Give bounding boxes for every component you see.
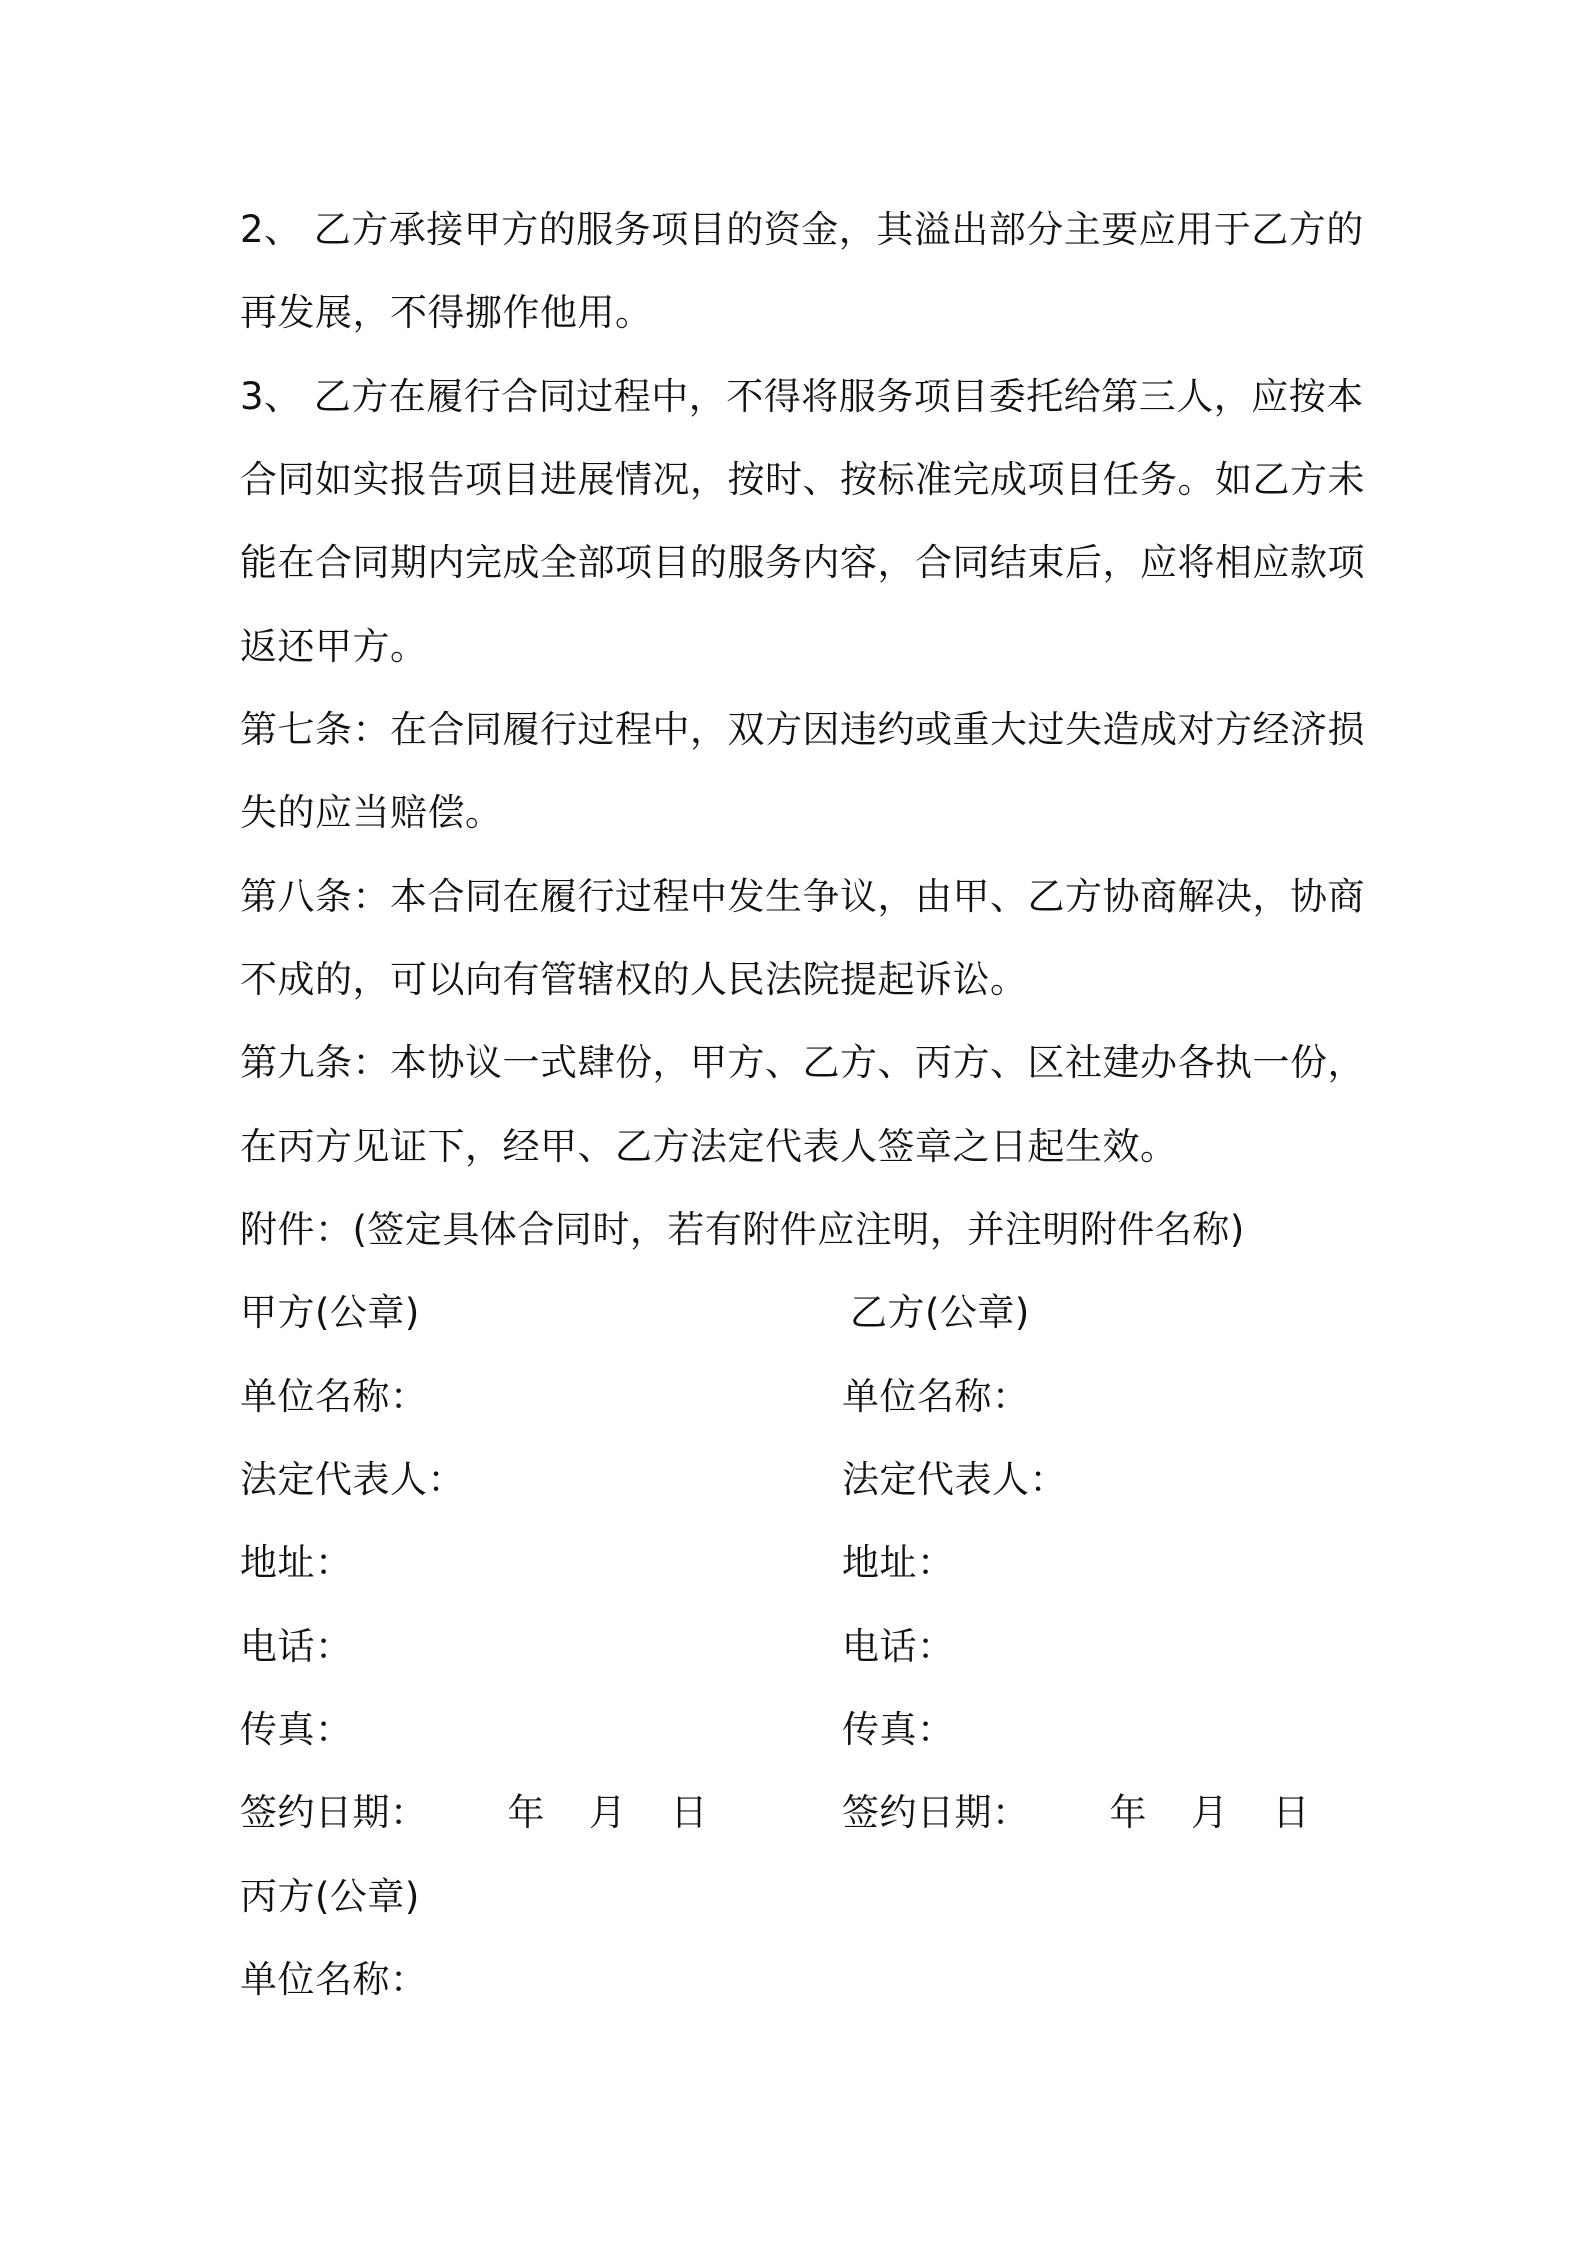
- party-b-month: 月: [1191, 1791, 1229, 1834]
- party-c-title: 丙方(公章): [240, 1875, 420, 1918]
- article-8-line-2: 不成的，可以向有管辖权的人民法院提起诉讼。: [240, 958, 1028, 1001]
- clause-2-line-2: 再发展，不得挪作他用。: [240, 291, 653, 334]
- party-b-legal-rep: 法定代表人：: [842, 1458, 1067, 1501]
- article-7-line-1: 第七条：在合同履行过程中，双方因违约或重大过失造成对方经济损: [240, 708, 1365, 751]
- party-b-day: 日: [1272, 1791, 1310, 1834]
- party-b-address: 地址：: [842, 1541, 955, 1584]
- article-8-line-1: 第八条：本合同在履行过程中发生争议，由甲、乙方协商解决，协商: [240, 875, 1365, 918]
- party-b-phone: 电话：: [842, 1625, 955, 1668]
- clause-3-line-4: 返还甲方。: [240, 625, 428, 668]
- party-b-fax: 传真：: [842, 1708, 955, 1751]
- party-a-phone: 电话：: [240, 1625, 353, 1668]
- party-a-unit-name: 单位名称：: [240, 1375, 428, 1418]
- party-a-day: 日: [670, 1791, 708, 1834]
- party-b-title: 乙方(公章): [850, 1291, 1030, 1334]
- party-b-unit-name: 单位名称：: [842, 1375, 1030, 1418]
- party-a-sign-date-label: 签约日期：: [240, 1791, 428, 1834]
- party-a-month: 月: [589, 1791, 627, 1834]
- party-c-unit-name: 单位名称：: [240, 1958, 428, 2001]
- party-a-legal-rep: 法定代表人：: [240, 1458, 465, 1501]
- party-a-fax: 传真：: [240, 1708, 353, 1751]
- clause-3-line-3: 能在合同期内完成全部项目的服务内容，合同结束后，应将相应款项: [240, 541, 1365, 584]
- party-a-title: 甲方(公章): [240, 1291, 420, 1334]
- party-b-sign-date-row: [842, 1783, 1342, 1843]
- party-a-year: 年: [507, 1791, 545, 1834]
- article-7-line-2: 失的应当赔偿。: [240, 791, 503, 834]
- party-a-address: 地址：: [240, 1541, 353, 1584]
- article-9-line-1: 第九条：本协议一式肆份，甲方、乙方、丙方、区社建办各执一份，: [240, 1041, 1365, 1084]
- clause-3-line-1: 3、 乙方在履行合同过程中，不得将服务项目委托给第三人，应按本: [240, 375, 1364, 418]
- article-9-line-2: 在丙方见证下，经甲、乙方法定代表人签章之日起生效。: [240, 1125, 1178, 1168]
- clause-3-line-2: 合同如实报告项目进展情况，按时、按标准完成项目任务。如乙方未: [240, 458, 1365, 501]
- attachment-note: 附件：(签定具体合同时，若有附件应注明，并注明附件名称): [240, 1208, 1245, 1251]
- party-a-sign-date-row: [240, 1783, 800, 1843]
- clause-2-line-1: 2、 乙方承接甲方的服务项目的资金，其溢出部分主要应用于乙方的: [240, 208, 1364, 251]
- party-b-sign-date-label: 签约日期：: [842, 1791, 1030, 1834]
- party-b-year: 年: [1109, 1791, 1147, 1834]
